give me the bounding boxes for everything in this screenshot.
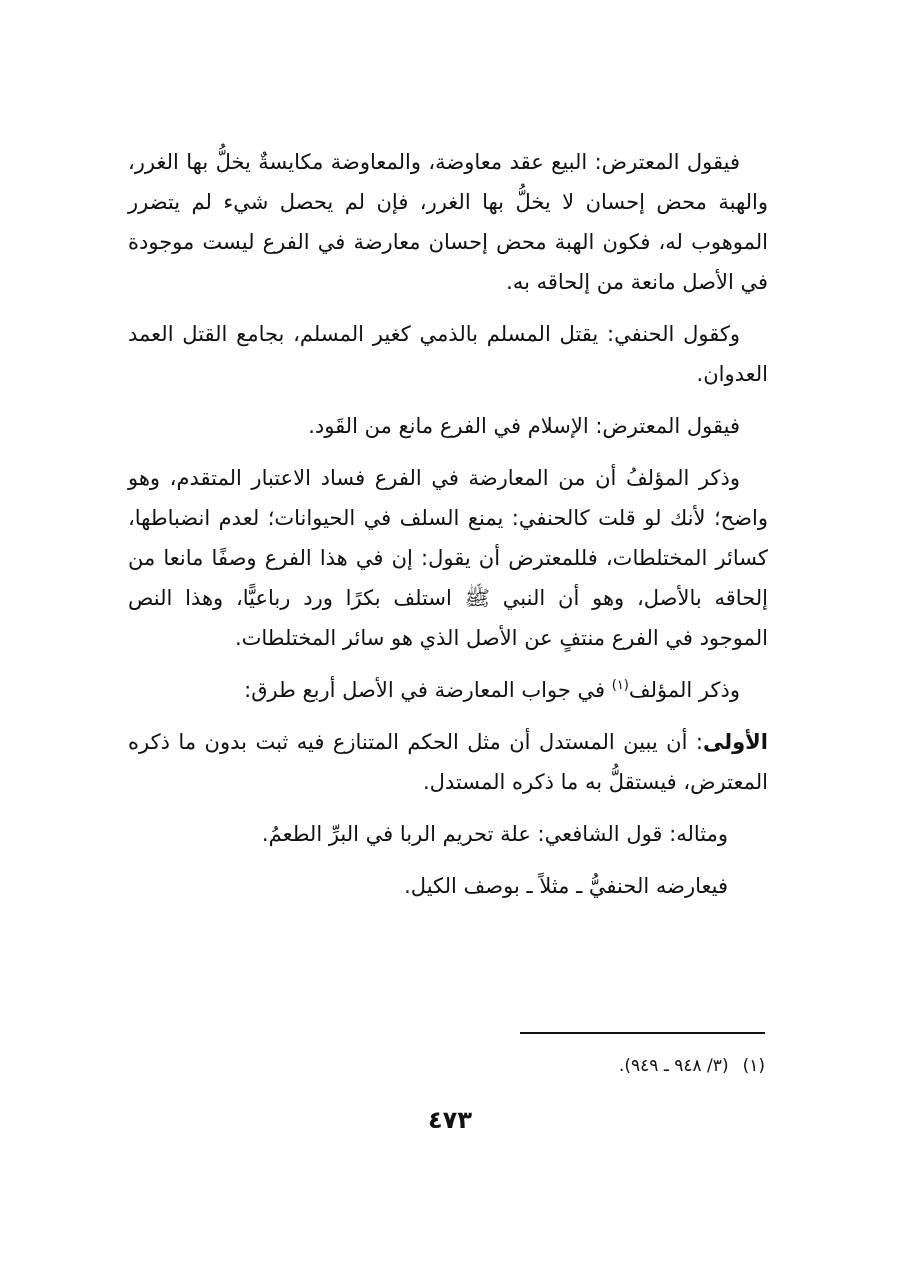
footnote-number: (١) <box>742 1056 765 1076</box>
footnote-reference: (١) <box>611 678 629 693</box>
first-way-heading: الأولى <box>702 730 768 754</box>
paragraph-hanafi-example: وكقول الحنفي: يقتل المسلم بالذمي كغير المسلم، بجامع القتل العمد العدوان. <box>128 322 768 386</box>
paragraph-first-way <box>128 722 768 802</box>
first-way-text: : أن يبين المستدل أن مثل الحكم المتنازع فيه ثبت بدون ما ذكره المعترض، فيستقلُّ به ما ذكره المستدل. <box>128 730 768 794</box>
paragraph-objector-islam: فيقول المعترض: الإسلام في الفرع مانع من القَود. <box>308 414 740 438</box>
footnote-text: (٣/ ٩٤٨ ـ ٩٤٩). <box>619 1056 729 1076</box>
paragraph-shafii-example: ومثاله: قول الشافعي: علة تحريم الربا في البرِّ الطعمُ. <box>261 822 728 846</box>
paragraph-objector-sale-gift: فيقول المعترض: البيع عقد معاوضة، والمعاوضة مكايسةٌ يخلُّ بها الغرر، والهبة محض إحسان لا يخلُّ بها الغرر، فإن لم يحصل شيء لم يتضرر الموهوب له، فكون الهبة محض إحسان معارضة في الفرع ليست موجودة في الأصل مانعة من إلحاقه به. <box>128 150 768 294</box>
four-ways-rest: في جواب المعارضة في الأصل أربع طرق: <box>244 678 612 702</box>
four-ways-lead: وذكر المؤلف <box>628 678 740 702</box>
paragraph-author-corruption: وذكر المؤلفُ أن من المعارضة في الفرع فساد الاعتبار المتقدم، وهو واضح؛ لأنك لو قلت كالحنفي: يمنع السلف في الحيوانات؛ لعدم انضباطها، كسائر المختلطات، فللمعترض أن يقول: إن في هذا الفرع وصفًا مانعا من إلحاقه بالأصل، وهو أن النبي ﷺ استلف بكرًا ورد رباعيًّا، وهذا النص الموجود في الفرع منتفٍ عن الأصل الذي هو سائر المختلطات. <box>128 466 768 650</box>
footnote <box>400 1052 765 1080</box>
main-text <box>128 142 768 918</box>
footnote-divider <box>520 1032 765 1034</box>
page-number: ٤٧٣ <box>428 1106 472 1134</box>
paragraph-four-ways <box>128 670 768 710</box>
paragraph-hanafi-counter: فيعارضه الحنفيُّ ـ مثلاً ـ بوصف الكيل. <box>404 874 728 898</box>
